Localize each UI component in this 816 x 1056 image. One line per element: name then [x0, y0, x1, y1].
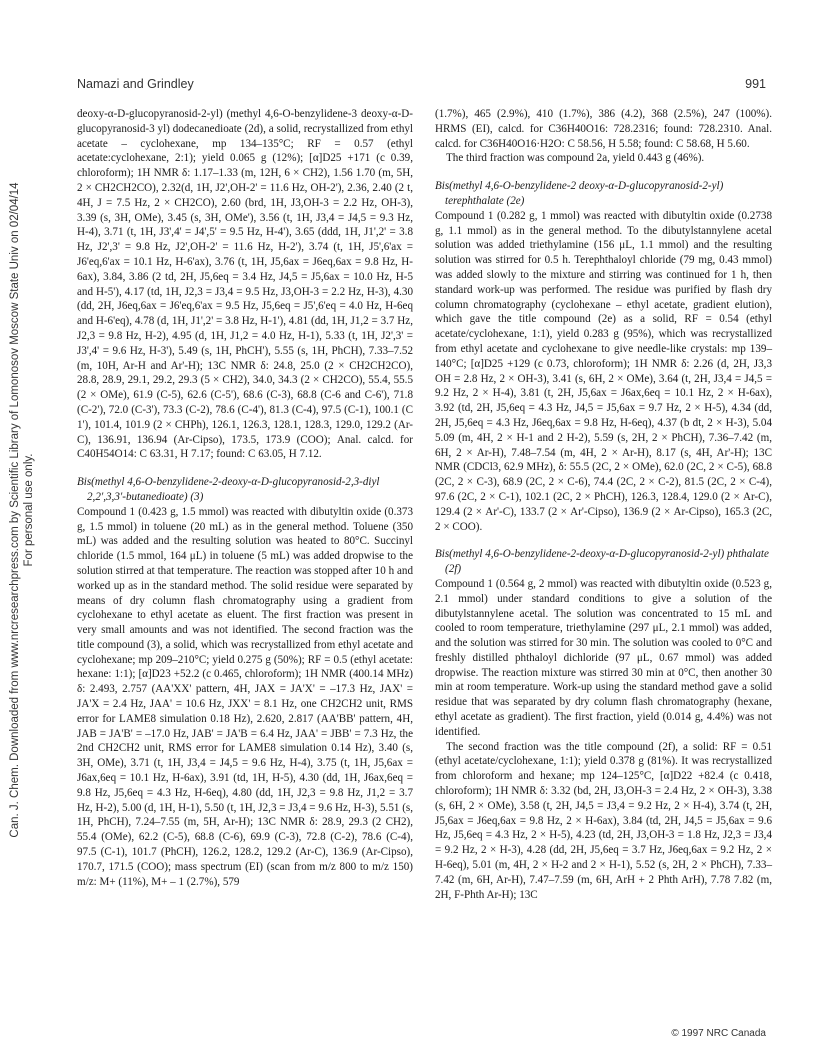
right-column — [435, 107, 772, 902]
paragraph: Compound 1 (0.282 g, 1 mmol) was reacted with dibutyltin oxide (0.2738 g, 1.1 mmol) as in the general method. To the dibutylstannylene acetal solution was added triethylamine (156 μL, 1.1 mmol) and the resulting solution was stirred for 0.5 h. Terephthaloyl chloride (79 mg, 0.43 mmol) was added slowly to the mixture and stirring was continued for 1 h, then standard work-up was performed. The residue was purified by flash dry column chromatography (cyclohexane – ethyl acetate, gradient elution), which gave the title compound (2e) as a solid, RF = 0.54 (ethyl acetate/cyclohexane, 1:1), yield 0.283 g (95%), which was recrystallized from ethyl acetate and cyclohexane to give needle-like crystals: mp 139–140°C; [α]D25 +129 (c 0.73, chloroform); 1H NMR δ: 2.26 (d, 2H, J3,3 OH = 2.8 Hz, 2 × OH-3), 3.41 (s, 6H, 2 × OMe), 3.64 (t, 2H, J3,4 = J4,5 = 9.2 Hz, 2 × H-4), 3.81 (t, 2H, J5,6ax = J6ax,6eq = 10.1 Hz, 2 × H-6ax), 3.92 (td, 2H, J5,6eq = 4.3 Hz, J4,5 = J5,6ax = 9.7 Hz, 2 × H-5), 4.34 (dd, 2H, J5,6eq = 4.3 Hz, J6eq,6ax = 9.8 Hz, H-6eq), 4.37 (b dt, 2 × H-3), 5.04 5.09 (m, 4H, 2 × H-1 and 2 H-2), 5.59 (s, 2H, 2 × PhCH), 7.36–7.42 (m, 6H, 2 × Ar-H), 7.48–7.54 (m, 4H, 2 × Ar-H), 8.17 (s, 4H, Ar'-H); 13C NMR (CDCl3, 62.9 MHz), δ: 55.5 (2C, 2 × OMe), 62.0 (2C, 2 × C-5), 68.8 (2C, 2 × C-3), 68.9 (2C, 2 × C-6), 74.4 (2C, 2 × C-2), 81.5 (2C, 2 × C-4), 97.6 (2C, 2 × C-1), 102.1 (2C, 2 × PhCH), 126.3, 128.4, 129.0 (2 × Ar-C), 129.4 (2 × Ar'-C), 133.7 (2 × Ar'-Cipso), 136.9 (2 × Ar-Cipso), 165.3 (2C, 2 × COO). — [435, 209, 772, 533]
section-heading: Bis(methyl 4,6-O-benzylidene-2 deoxy-α-D-glucopyranosid-2-yl) terephthalate (2e) — [435, 180, 724, 207]
left-column — [77, 107, 413, 889]
paragraph: The third fraction was compound 2a, yield 0.443 g (46%). — [446, 152, 705, 165]
running-header-authors: Namazi and Grindley — [77, 77, 194, 91]
download-note-text: Can. J. Chem. Downloaded from www.nrcresearchpress.com by Scientific Library of Lomonosov Moscow State Univ on 02/04/14 For personal use only. — [9, 182, 35, 838]
paragraph: The second fraction was the title compound (2f), a solid: RF = 0.51 (ethyl acetate/cyclohexane, 1:1); yield 0.378 g (81%). It was recrystallized from chloroform and hexane; mp 124–125°C, [α]D22 +82.4 (c 0.418, chloroform); 1H NMR δ: 3.32 (bd, 2H, J3,OH-3 = 2.4 Hz, 2 × OH-3), 3.38 (s, 6H, 2 × OMe), 3.58 (t, 2H, J4,5 = J3,4 = 9.2 Hz, 2 × H-4), 3.74 (t, 2H, J5,6ax = J6eq,6ax = 9.8 Hz, 2 × H-6ax), 3.84 (td, 2H, J4,5 = J5,6ax = 9.6 Hz, J5,6eq = 4.3 Hz, 2 × H-5), 4.23 (td, 2H, J3,OH-3 = 1.8 Hz, J2,3 = J3,4 = 9.2 Hz, 2 × H-3), 4.28 (dd, 2H, J5,6eq = 3.7 Hz, J6eq,6ax = 9.2 Hz, 2 × H-6eq), 5.01 (m, 4H, 2 × H-2 and 2 × H-1), 5.52 (s, 2H, 2 × PhCH), 7.33–7.42 (m, 6H, Ar-H), 7.47–7.59 (m, 6H, ArH + 2 Phth ArH), 7.78 7.82 (m, 2H, F-Phth Ar-H); 13C — [435, 740, 772, 901]
section-heading: Bis(methyl 4,6-O-benzylidene-2-deoxy-α-D-glucopyranosid-2,3-diyl 2,2',3,3'-butanedioate) (3) — [77, 476, 380, 503]
paragraph: (1.7%), 465 (2.9%), 410 (1.7%), 386 (4.2), 368 (2.5%), 247 (100%). HRMS (EI), calcd. for C36H40O16: 728.2316; found: 728.2310. Anal. calcd. for C36H40O16·H2O: C 58.56, H 5.58; found: C 58.68, H 5.60. — [435, 108, 772, 150]
copyright-footer: © 1997 NRC Canada — [671, 1028, 766, 1039]
section-heading: Bis(methyl 4,6-O-benzylidene-2-deoxy-α-D-glucopyranosid-2-yl) phthalate (2f) — [435, 548, 769, 576]
page-number: 991 — [745, 77, 766, 91]
paragraph: Compound 1 (0.423 g, 1.5 mmol) was reacted with dibutyltin oxide (0.373 g, 1.5 mmol) in toluene (20 mL) as in the general method. Toluene (350 mL) was added and the resulting solution was heated to 80°C. Succinyl chloride (1.5 mmol, 164 μL) in toluene (5 mL) was added dropwise to the solution stirred at that temperature. The reaction was stopped after 10 h and worked up as in the standard method. The solid residue were separated by means of dry column flash chromatography using a gradient from cyclohexane to ethyl acetate as eluent. The first fraction was present in very small amounts and was not identified. The second fraction was the title compound (3), a solid, which was recrystallized from ethyl acetate and cyclohexane; mp 209–210°C; yield 0.275 g (50%); RF = 0.5 (ethyl acetate: hexane: 1:1); [α]D23 +52.2 (c 0.465, chloroform); 1H NMR (400.14 MHz) δ: 2.493, 2.757 (AA'XX' pattern, 4H, JAX = JA'X' = –17.3 Hz, JAX' = JA'X = 2.4 Hz, JAA' = 10.6 Hz, JXX' = 8.1 Hz, one CH2CH2 unit, RMS error for LAME8 simulation 0.18 Hz), 2.620, 2.817 (AA'BB' pattern, 4H, JAB = JA'B' = –17.0 Hz, JAB' = JA'B = 6.4 Hz, JAA' = JBB' = 7.3 Hz, the 2nd CH2CH2 unit, RMS error for LAME8 simulation 0.14 Hz), 3.40 (s, 3H, OMe), 3.71 (t, 1H, J3,4 = J4,5 = 9.6 Hz, H-4), 3.75 (t, 1H, J5,6ax = J6ax,6eq = 10.1 Hz, H-6ax), 3.91 (td, 1H, H-5), 4.30 (dd, 1H, J6ax,6eq = 9.8 Hz, J5,6eq = 4.3 Hz, H-6eq), 4.80 (dd, 1H, J2,3 = 9.8 Hz, J1,2 = 3.7 Hz, H-2), 5.00 (d, 1H, H-1), 5.50 (t, 1H, J2,3 = J3,4 = 9.6 Hz, H-3), 5.51 (s, 1H, PhCH), 7.24–7.55 (m, 5H, Ar-H); 13C NMR δ: 28.9, 29.3 (2 CH2), 55.4 (OMe), 62.2 (C-5), 68.8 (C-6), 69.9 (C-3), 72.8 (C-2), 78.6 (C-4), 97.5 (C-1), 101.7 (PhCH), 126.2, 128.2, 129.2 (Ar-C), 136.9 (Ar-Cipso), 170.7, 171.5 (COO); mass spectrum (EI) (scan from m/z 800 to m/z 150) m/z: M+ (11%), M+ – 1 (2.7%), 579 — [77, 505, 413, 888]
paragraph: Compound 1 (0.564 g, 2 mmol) was reacted with dibutyltin oxide (0.523 g, 2.1 mmol) under standard conditions to give a solution of the dibutylstannylene acetal. The solution was concentrated to 15 mL and cooled to room temperature, triethylamine (297 μL, 2.1 mmol) was added, and the solution was stirred for 30 min. The solution was cooled to 0°C and freshly distilled phthaloyl dichloride (97 μL, 0.67 mmol) was added dropwise. The reaction mixture was stirred 30 min at 0°C, then another 30 min at room temperature. Work-up using the standard method gave a solid residue that was separated by dry column flash chromatography (hexane, ethyl acetate as gradient). The first fraction, yield (0.014 g, 4.4%) was not identified. — [435, 577, 772, 738]
paragraph: deoxy-α-D-glucopyranosid-2-yl) (methyl 4,6-O-benzylidene-3 deoxy-α-D-glucopyranosid-3 yl) dodecanedioate (2d), a solid, recrystallized from ethyl acetate – cyclohexane, mp 134–135°C; RF = 0.57 (ethyl acetate:cyclohexane, 2:1); yield 0.065 g (12%); [α]D25 +171 (c 0.39, chloroform); 1H NMR δ: 1.17–1.33 (m, 12H, 6 × CH2), 1.56 1.70 (m, 5H, 2 × CH2CH2CO), 2.32(d, 1H, J2',OH-2' = 11.6 Hz, OH-2'), 2.36, 2.40 (2 t, 4H, J = 7.5 Hz, 2 × CH2CO), 2.60 (brd, 1H, J3,OH-3 = 2.2 Hz, OH-3), 3.39 (s, 3H, OMe), 3.45 (s, 3H, OMe'), 3.56 (t, 1H, J3,4 = J4,5 = 9.3 Hz, H-4), 3.71 (t, 1H, J3',4' = J4',5' = 9.5 Hz, H-4'), 3.65 (ddd, 1H, J1',2' = 3.8 Hz, J2',3' = 9.8 Hz, J2',OH-2' = 11.6 Hz, H-2'), 3.74 (t, 1H, J5',6'ax = J6'eq,6'ax = 10.1 Hz, H-6'ax), 3.76 (t, 1H, J5,6ax = J6eq,6ax = 9.8 Hz, H-6ax), 3.84, 3.86 (2 td, 2H, J5,6eq = 3.4 Hz, J4,5 = J5,6ax = 10.0 Hz, H-5 and H-5'), 4.17 (td, 1H, J2,3 = J3,4 = 9.5 Hz, J3,OH-3 = 2.2 Hz, H-3), 4.30 (dd, 2H, J6eq,6ax = J6'eq,6'ax = 9.5 Hz, J5,6eq = J5',6'eq = 4.0 Hz, H-6eq and H-6'eq), 4.78 (d, 1H, J1',2' = 3.8 Hz, H-1'), 4.81 (dd, 1H, J1,2 = 3.7 Hz, J2,3 = 9.8 Hz, H-2), 4.95 (d, 1H, J1,2 = 4.0 Hz, H-1), 5.33 (t, 1H, J2',3' = J3',4' = 9.6 Hz, H-3'), 5.49 (s, 1H, PhCH'), 5.55 (s, 1H, PhCH), 7.33–7.52 (m, 10H, Ar-H and Ar'-H); 13C NMR δ: 24.8, 25.0 (2 × CH2CH2CO), 28.8, 28.9, 29.1, 29.2, 29.3 (5 × CH2), 34.0, 34.3 (2 × CH2CO), 55.4, 55.5 (2 × OMe), 61.9 (C-5), 62.6 (C-5'), 68.6 (C-3), 68.8 (C-6 and C-6'), 71.8 (C-2'), 72.0 (C-3'), 73.3 (C-2), 78.6 (C-4'), 81.3 (C-4), 97.5 (C-1), 100.1 (C 1'), 101.4, 101.9 (2 × CHPh), 126.1, 126.3, 128.1, 128.3, 129.0, 129.2 (Ar-C), 136.91, 136.94 (Ar-Cipso), 173.5, 173.9 (COO); Anal. calcd. for C40H54O14: C 63.31, H 7.17; found: C 63.05, H 7.12. — [77, 108, 413, 461]
download-watermark — [4, 180, 40, 840]
